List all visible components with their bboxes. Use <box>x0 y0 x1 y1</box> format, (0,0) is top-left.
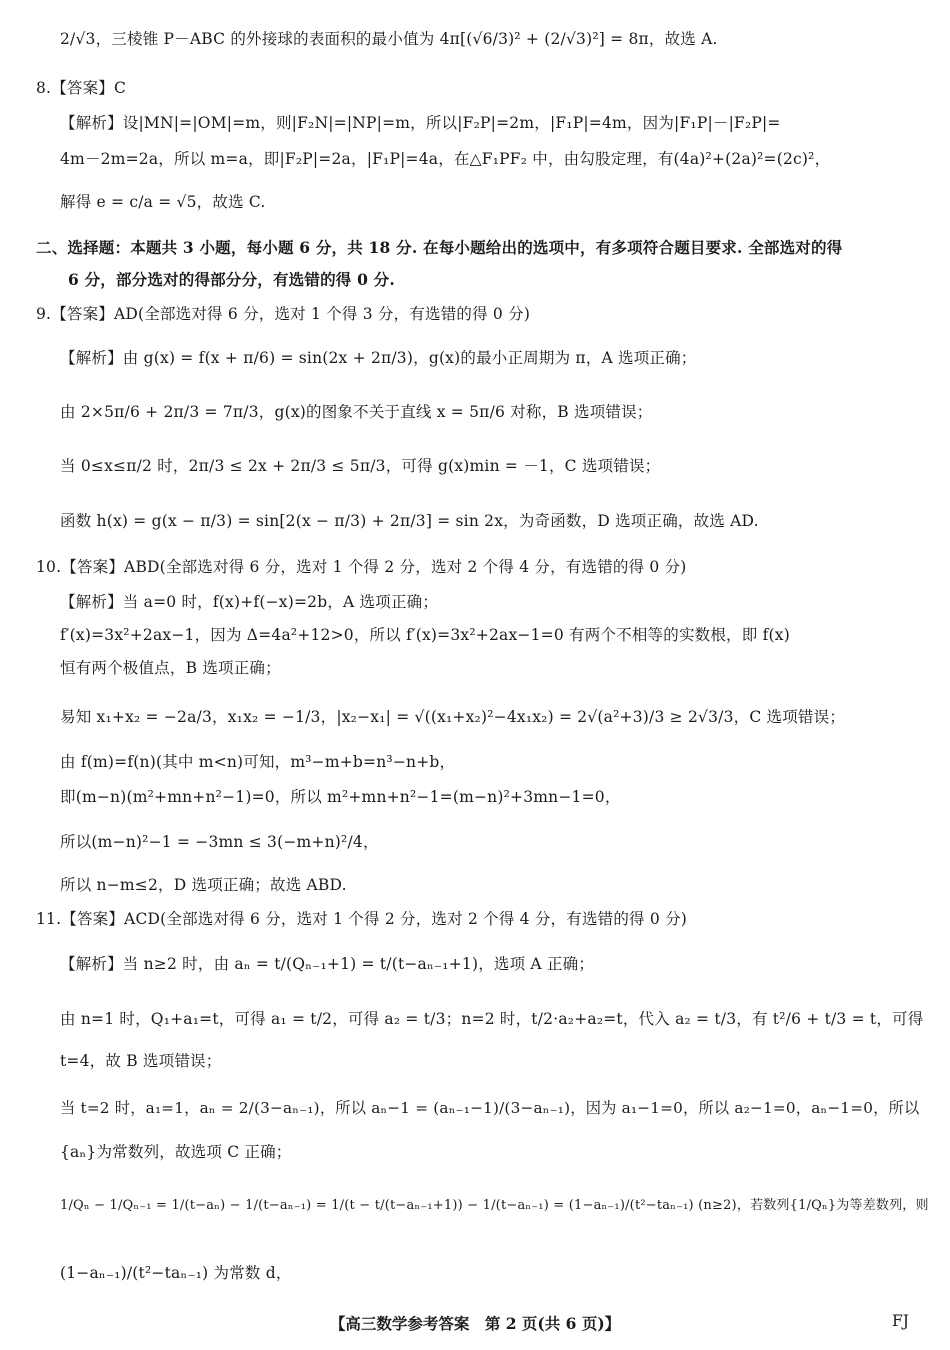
analysis-11-line-6: 1/Qₙ − 1/Qₙ₋₁ = 1/(t−aₙ) − 1/(t−aₙ₋₁) = 1/(t − t/(t−aₙ₋₁+1)) − 1/(t−aₙ₋₁) = (1−aₙ₋₁)/(t²−taₙ₋₁) (n≥2)，若数列{1/Qₙ}为等差数列，则 <box>60 1198 929 1213</box>
answer-9: 9.【答案】AD(全部选对得 6 分，选对 1 个得 3 分，有选错的得 0 分) <box>36 305 531 323</box>
analysis-11-line-7: (1−aₙ₋₁)/(t²−taₙ₋₁) 为常数 d， <box>60 1264 292 1282</box>
analysis-10-line-3: 恒有两个极值点，B 选项正确； <box>60 659 281 677</box>
analysis-11-line-4: 当 t=2 时，a₁=1，aₙ = 2/(3−aₙ₋₁)，所以 aₙ−1 = (aₙ₋₁−1)/(3−aₙ₋₁)，因为 a₁−1=0，所以 a₂−1=0，aₙ−1=0，所以 <box>60 1099 920 1117</box>
answer-10: 10.【答案】ABD(全部选对得 6 分，选对 1 个得 2 分，选对 2 个得 4 分，有选错的得 0 分) <box>36 558 687 576</box>
section-2-heading-2: 6 分，部分选对的得部分分，有选错的得 0 分. <box>68 270 395 289</box>
analysis-10-line-5: 由 f(m)=f(n)(其中 m<n)可知，m³−m+b=n³−n+b， <box>60 753 456 771</box>
analysis-8-line-2: 4m－2m=2a，所以 m=a，即|F₂P|=2a，|F₁P|=4a，在△F₁PF₂ 中，由勾股定理，有(4a)²+(2a)²=(2c)²， <box>60 150 831 168</box>
answer-11: 11.【答案】ACD(全部选对得 6 分，选对 1 个得 2 分，选对 2 个得 4 分，有选错的得 0 分) <box>36 910 688 928</box>
analysis-10-line-7: 所以(m−n)²−1 = −3mn ≤ 3(−m+n)²/4， <box>60 833 379 851</box>
analysis-11-line-3: t=4，故 B 选项错误； <box>60 1052 222 1070</box>
analysis-9-line-2: 由 2×5π/6 + 2π/3 = 7π/3，g(x)的图象不关于直线 x = 5π/6 对称，B 选项错误； <box>60 403 653 421</box>
analysis-9-line-4: 函数 h(x) = g(x − π/3) = sin[2(x − π/3) + 2π/3] = sin 2x，为奇函数，D 选项正确，故选 AD. <box>60 512 759 530</box>
section-2-heading-1: 二、选择题：本题共 3 小题，每小题 6 分，共 18 分. 在每小题给出的选项中，有多项符合题目要求. 全部选对的得 <box>36 238 843 257</box>
analysis-8-line-3: 解得 e = c/a = √5，故选 C. <box>60 193 266 211</box>
analysis-11-line-5: {aₙ}为常数列，故选项 C 正确； <box>60 1143 292 1161</box>
analysis-11-line-1: 【解析】当 n≥2 时，由 aₙ = t/(Qₙ₋₁+1) = t/(t−aₙ₋₁+1)，选项 A 正确； <box>60 955 595 973</box>
analysis-10-line-2: f′(x)=3x²+2ax−1，因为 Δ=4a²+12>0，所以 f′(x)=3x²+2ax−1=0 有两个不相等的实数根，即 f(x) <box>60 626 790 644</box>
analysis-9-line-3: 当 0≤x≤π/2 时，2π/3 ≤ 2x + 2π/3 ≤ 5π/3，可得 g(x)min = －1，C 选项错误； <box>60 457 661 475</box>
footer-code: FJ <box>892 1312 909 1330</box>
answer-8: 8.【答案】C <box>36 79 127 97</box>
line-7-conclusion: 2/√3，三棱锥 P－ABC 的外接球的表面积的最小值为 4π[(√6/3)² + (2/√3)²] = 8π，故选 A. <box>60 30 718 48</box>
analysis-10-line-6: 即(m−n)(m²+mn+n²−1)=0，所以 m²+mn+n²−1=(m−n)²+3mn−1=0， <box>60 788 621 806</box>
analysis-9-line-1: 【解析】由 g(x) = f(x + π/6) = sin(2x + 2π/3)，g(x)的最小正周期为 π，A 选项正确； <box>60 349 697 367</box>
analysis-10-line-8: 所以 n−m≤2，D 选项正确；故选 ABD. <box>60 876 347 894</box>
analysis-8-line-1: 【解析】设|MN|=|OM|=m，则|F₂N|=|NP|=m，所以|F₂P|=2m，|F₁P|=4m，因为|F₁P|－|F₂P|= <box>60 114 781 132</box>
page-footer: 【高三数学参考答案 第 2 页(共 6 页)】 <box>329 1314 621 1333</box>
analysis-11-line-2: 由 n=1 时，Q₁+a₁=t，可得 a₁ = t/2，可得 a₂ = t/3；n=2 时，t/2·a₂+a₂=t，代入 a₂ = t/3，有 t²/6 + t/3 = t，可得 <box>60 1010 924 1028</box>
analysis-10-line-4: 易知 x₁+x₂ = −2a/3，x₁x₂ = −1/3，|x₂−x₁| = √((x₁+x₂)²−4x₁x₂) = 2√(a²+3)/3 ≥ 2√3/3，C 选项错误； <box>60 708 846 726</box>
analysis-10-line-1: 【解析】当 a=0 时，f(x)+f(−x)=2b，A 选项正确； <box>60 593 439 611</box>
